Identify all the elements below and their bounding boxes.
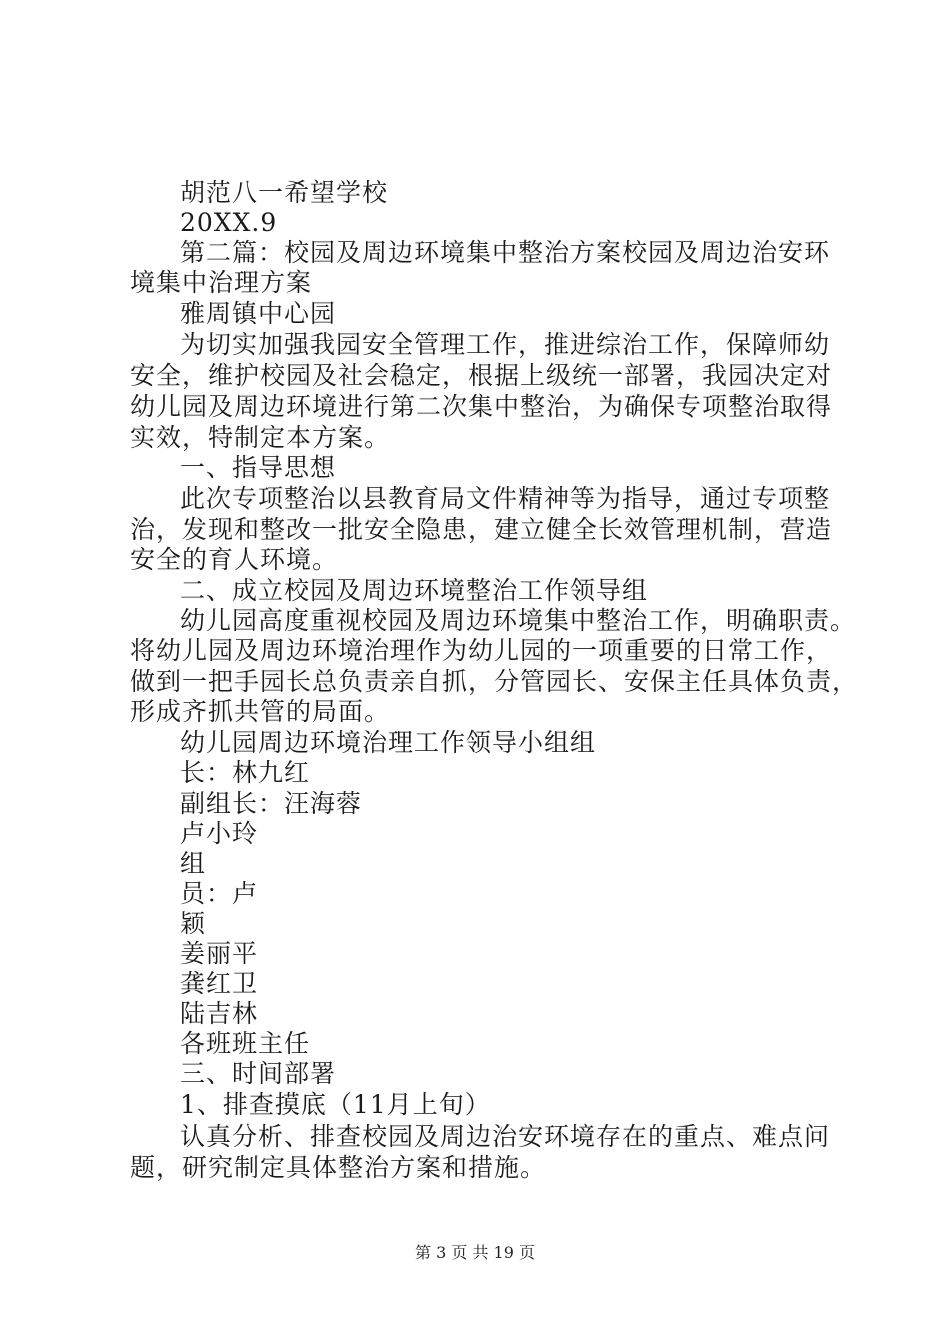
section-heading: 一、指导思想	[180, 453, 337, 482]
text-line: 姜丽平	[180, 939, 259, 968]
text-line: 形成齐抓共管的局面。	[130, 697, 391, 726]
text-line: 组	[180, 849, 207, 878]
text-line: 雅周镇中心园	[180, 299, 337, 328]
text-line: 第二篇：校园及周边环境集中整治方案校园及周边治安环	[180, 238, 831, 267]
section-heading: 二、成立校园及周边环境整治工作领导组	[180, 576, 649, 605]
text-line: 1、排查摸底（11月上旬）	[180, 1090, 491, 1119]
text-line: 陆吉林	[180, 999, 259, 1028]
text-line: 龚红卫	[180, 969, 259, 998]
text-line: 境集中治理方案	[130, 268, 313, 297]
page-number-footer: 第 3 页 共 19 页	[415, 1243, 535, 1262]
text-line: 20XX.9	[180, 208, 278, 237]
text-line: 将幼儿园及周边环境治理作为幼儿园的一项重要的日常工作，	[130, 636, 833, 665]
text-line: 此次专项整治以县教育局文件精神等为指导，通过专项整	[180, 484, 831, 513]
text-line: 长：林九红	[180, 758, 311, 787]
text-line: 认真分析、排查校园及周边治安环境存在的重点、难点问	[180, 1122, 831, 1151]
text-line: 副组长：汪海蓉	[180, 789, 363, 818]
text-line: 胡范八一希望学校	[180, 178, 389, 207]
section-heading: 三、时间部署	[180, 1059, 337, 1088]
text-line: 幼儿园及周边环境进行第二次集中整治，为确保专项整治取得	[130, 392, 833, 421]
text-line: 为切实加强我园安全管理工作，推进综治工作，保障师幼	[180, 330, 831, 359]
text-line: 卢小玲	[180, 819, 259, 848]
text-line: 做到一把手园长总负责亲自抓，分管园长、安保主任具体负责，	[130, 667, 859, 696]
text-line: 颖	[180, 909, 207, 938]
text-line: 题，研究制定具体整治方案和措施。	[130, 1153, 547, 1182]
text-line: 员：卢	[180, 879, 259, 908]
text-line: 安全，维护校园及社会稳定，根据上级统一部署，我园决定对	[130, 361, 833, 390]
text-line: 实效，特制定本方案。	[130, 423, 391, 452]
text-line: 幼儿园周边环境治理工作领导小组组	[180, 728, 597, 757]
text-line: 治，发现和整改一批安全隐患，建立健全长效管理机制，营造	[130, 515, 833, 544]
text-line: 幼儿园高度重视校园及周边环境集中整治工作，明确职责。	[180, 606, 857, 635]
text-line: 安全的育人环境。	[130, 545, 339, 574]
text-line: 各班班主任	[180, 1029, 311, 1058]
